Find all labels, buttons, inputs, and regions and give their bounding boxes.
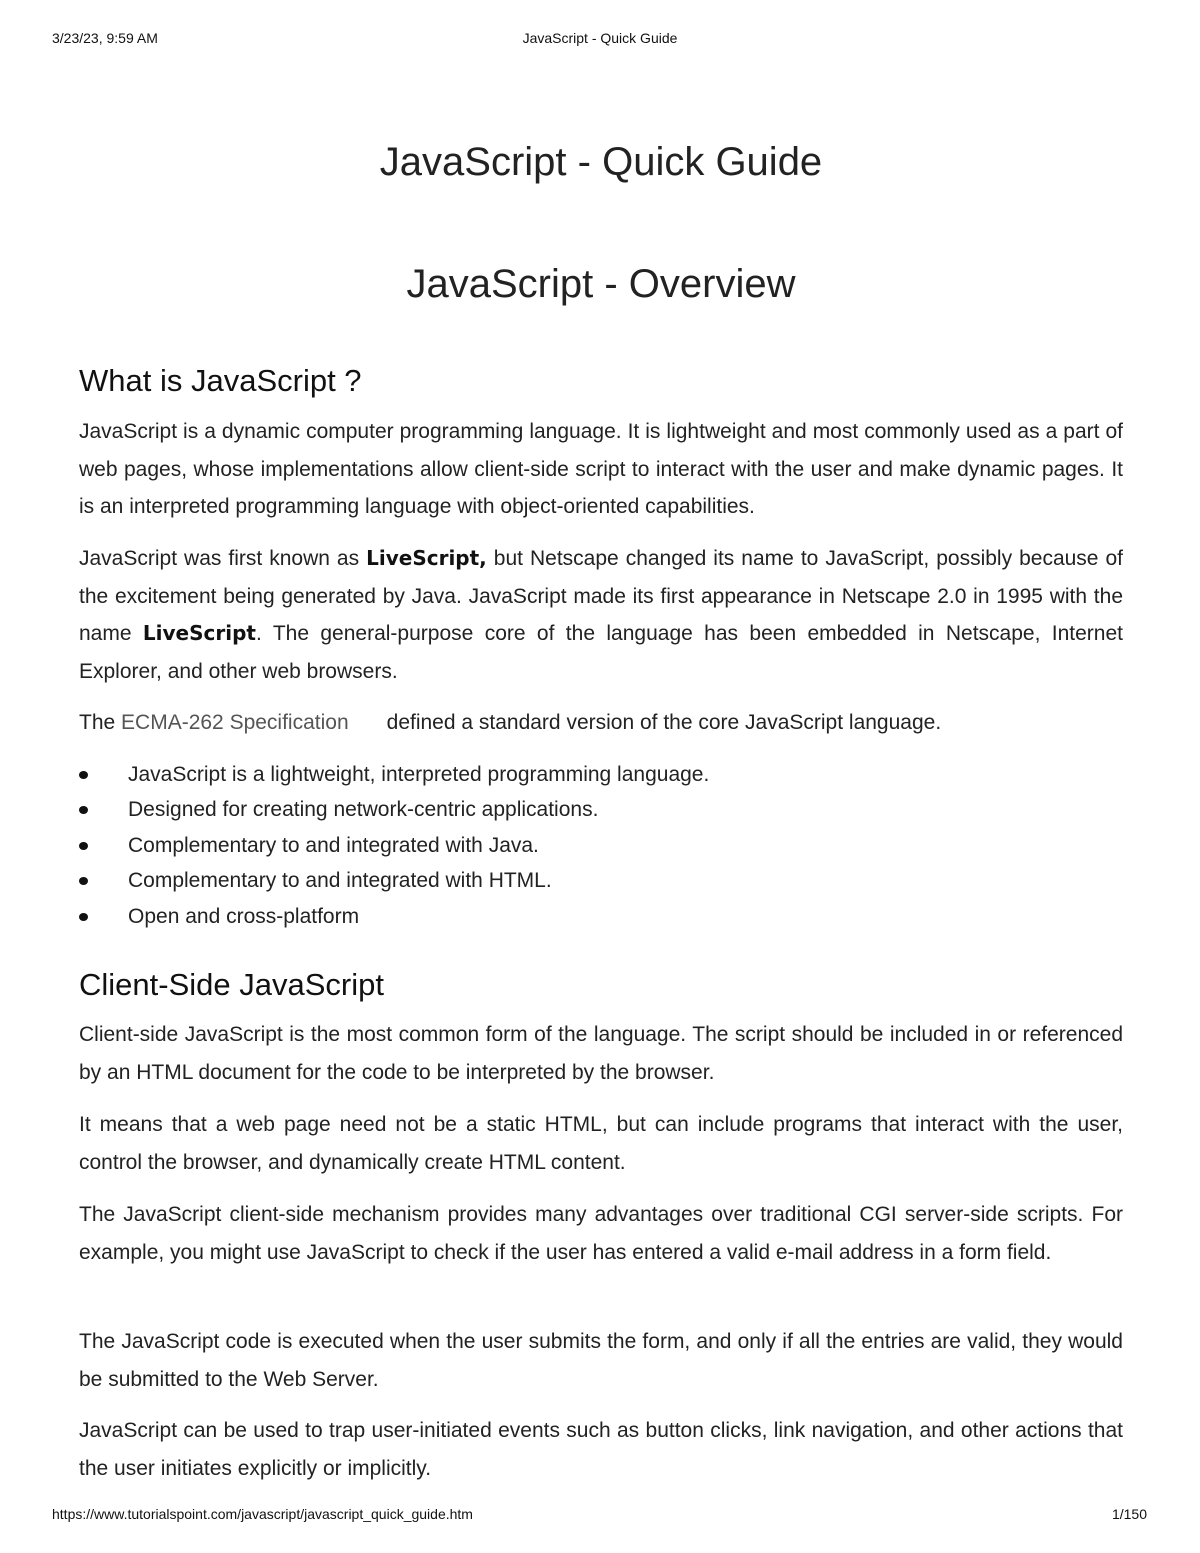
paragraph-text: but Netscape changed its name to JavaScript, possibly because of the excitement being generated by Java. JavaScript made its first appearance in Netscape 2.0 in 1995 with the name — [79, 547, 1124, 646]
list-item — [79, 828, 709, 863]
print-header — [0, 30, 1200, 50]
paragraph-text: The — [79, 711, 122, 734]
page-url: https://www.tutorialspoint.com/javascript/javascript_quick_guide.htm — [52, 1506, 473, 1522]
paragraph-text: . The general-purpose core of the language has been embedded in Netscape, Internet Explorer, and other web browsers. — [79, 622, 1123, 684]
ecma-paragraph — [79, 704, 1123, 742]
print-date: 3/23/23, 9:59 AM — [52, 30, 158, 46]
list-item-text: JavaScript is a lightweight, interpreted programming language. — [128, 763, 710, 786]
page-number: 1/150 — [1111, 1506, 1147, 1522]
livescript-bold: LiveScript — [142, 621, 256, 646]
paragraph-text: defined a standard version of the core JavaScript language. — [386, 711, 942, 734]
document-title: JavaScript - Quick Guide — [379, 140, 823, 184]
client-side-paragraph-4: The JavaScript code is executed when the user submits the form, and only if all the entries are valid, they would be submitted to the Web Server. — [79, 1330, 1123, 1391]
list-item-text: Complementary to and integrated with Java. — [128, 833, 539, 857]
client-side-heading: Client-Side JavaScript — [79, 967, 384, 1002]
list-item — [79, 899, 709, 934]
what-is-paragraph-1: JavaScript is a dynamic computer programming language. It is lightweight and most commonly used as a part of web pages, whose implementations allow client-side script to interact with the user and make dynamic pages. It is an interpreted programming language with object-oriented capabilities. — [79, 420, 1123, 519]
features-list — [79, 757, 709, 934]
client-side-paragraph-5: JavaScript can be used to trap user-initiated events such as button clicks, link navigation, and other actions that the user initiates explicitly or implicitly. — [79, 1419, 1123, 1480]
what-is-paragraph-2 — [79, 540, 1123, 691]
bullet-icon — [79, 877, 88, 885]
client-side-paragraph-2: It means that a web page need not be a static HTML, but can include programs that interact with the user, control the browser, and dynamically create HTML content. — [79, 1113, 1123, 1174]
livescript-bold: LiveScript, — [366, 546, 487, 570]
list-item — [79, 757, 709, 792]
bullet-icon — [79, 806, 88, 814]
client-side-paragraph-3: The JavaScript client-side mechanism provides many advantages over traditional CGI server-side scripts. For example, you might use JavaScript to check if the user has entered a valid e-mail address in a form field. — [79, 1203, 1123, 1264]
what-is-javascript-heading: What is JavaScript ? — [79, 363, 362, 398]
bullet-icon — [79, 842, 88, 850]
ecma-specification-link[interactable]: ECMA-262 Specification — [121, 711, 349, 734]
list-item — [79, 863, 709, 898]
print-footer — [0, 1506, 1200, 1526]
print-page-title: JavaScript - Quick Guide — [522, 30, 678, 46]
paragraph-text: JavaScript was first known as — [79, 547, 367, 570]
bullet-icon — [79, 913, 88, 921]
bullet-icon — [79, 771, 88, 779]
list-item-text: Open and cross-platform — [128, 904, 360, 928]
client-side-paragraph-1: Client-side JavaScript is the most common form of the language. The script should be included in or referenced by an HTML document for the code to be interpreted by the browser. — [79, 1023, 1123, 1084]
overview-heading: JavaScript - Overview — [406, 262, 796, 306]
list-item — [79, 792, 709, 827]
list-item-text: Complementary to and integrated with HTML. — [128, 869, 552, 893]
list-item-text: Designed for creating network-centric applications. — [128, 798, 599, 822]
